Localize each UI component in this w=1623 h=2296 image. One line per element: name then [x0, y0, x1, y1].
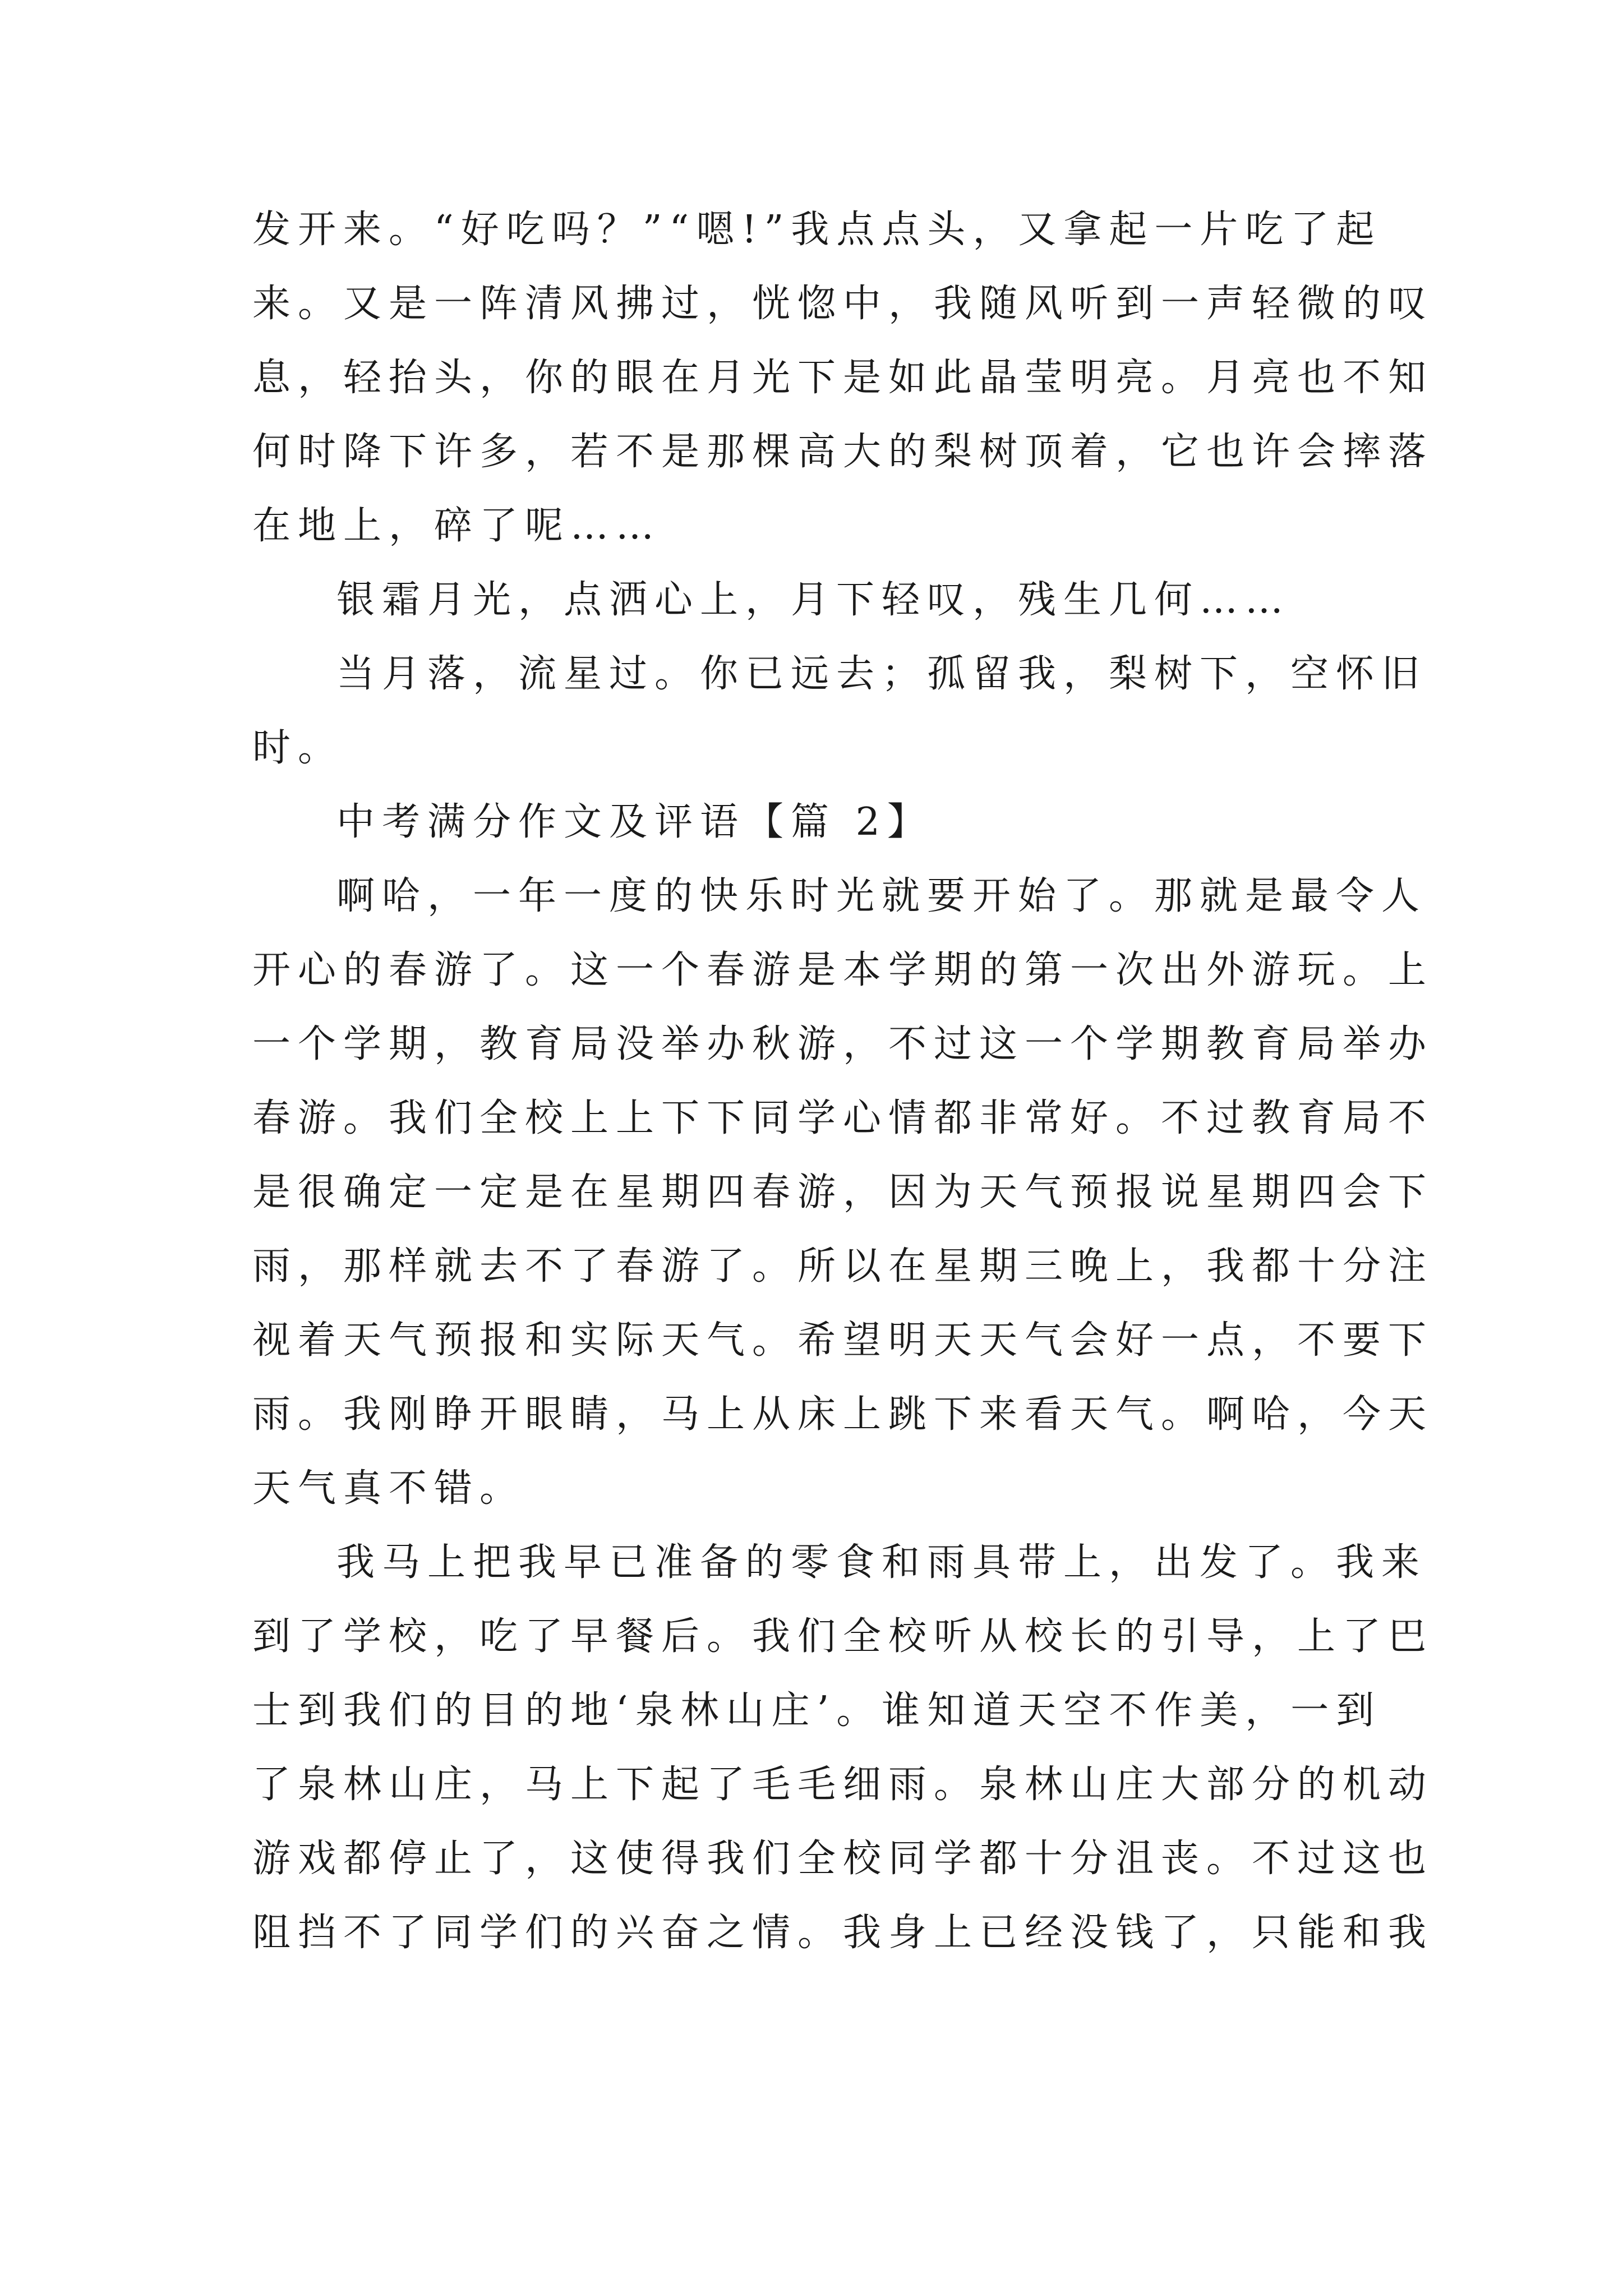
section-heading: 中考满分作文及评语【篇 2】 — [336, 800, 933, 844]
text-line: 银霜月光，点洒心上，月下轻叹，残生几何…… — [336, 578, 1291, 622]
text-line: 何时降下许多，若不是那棵高大的梨树顶着，它也许会摔落 — [252, 430, 1434, 474]
text-line: 开心的春游了。这一个春游是本学期的第一次出外游玩。上 — [252, 948, 1434, 992]
text-line: 一个学期，教育局没举办秋游，不过这一个学期教育局举办 — [252, 1022, 1434, 1066]
text-line: 阻挡不了同学们的兴奋之情。我身上已经没钱了，只能和我 — [252, 1911, 1434, 1955]
text-line: 发开来。“好吃吗？”“嗯!”我点点头，又拿起一片吃了起 — [252, 208, 1382, 252]
text-line: 息，轻抬头，你的眼在月光下是如此晶莹明亮。月亮也不知 — [252, 356, 1434, 400]
body-text — [252, 208, 1434, 1985]
text-line: 我马上把我早已准备的零食和雨具带上，出发了。我来 — [336, 1540, 1427, 1585]
text-line: 啊哈，一年一度的快乐时光就要开始了。那就是最令人 — [336, 874, 1427, 918]
text-line: 时。 — [252, 726, 344, 770]
text-line: 游戏都停止了，这使得我们全校同学都十分沮丧。不过这也 — [252, 1837, 1434, 1881]
text-line: 当月落，流星过。你已远去；孤留我，梨树下，空怀旧 — [336, 652, 1427, 696]
text-line: 是很确定一定是在星期四春游，因为天气预报说星期四会下 — [252, 1170, 1434, 1214]
text-line: 视着天气预报和实际天气。希望明天天气会好一点，不要下 — [252, 1318, 1434, 1363]
text-line: 了泉林山庄，马上下起了毛毛细雨。泉林山庄大部分的机动 — [252, 1763, 1434, 1807]
text-line: 到了学校，吃了早餐后。我们全校听从校长的引导，上了巴 — [252, 1614, 1434, 1659]
text-line: 春游。我们全校上上下下同学心情都非常好。不过教育局不 — [252, 1096, 1434, 1140]
text-line: 雨。我刚睁开眼睛，马上从床上跳下来看天气。啊哈，今天 — [252, 1392, 1434, 1437]
text-line: 雨，那样就去不了春游了。所以在星期三晚上，我都十分注 — [252, 1244, 1434, 1289]
text-line: 在地上，碎了呢…… — [252, 504, 662, 548]
text-line: 来。又是一阵清风拂过，恍惚中，我随风听到一声轻微的叹 — [252, 282, 1434, 326]
text-line: 天气真不错。 — [252, 1466, 525, 1511]
text-line: 士到我们的目的地‘泉林山庄’。谁知道天空不作美，一到 — [252, 1688, 1382, 1733]
